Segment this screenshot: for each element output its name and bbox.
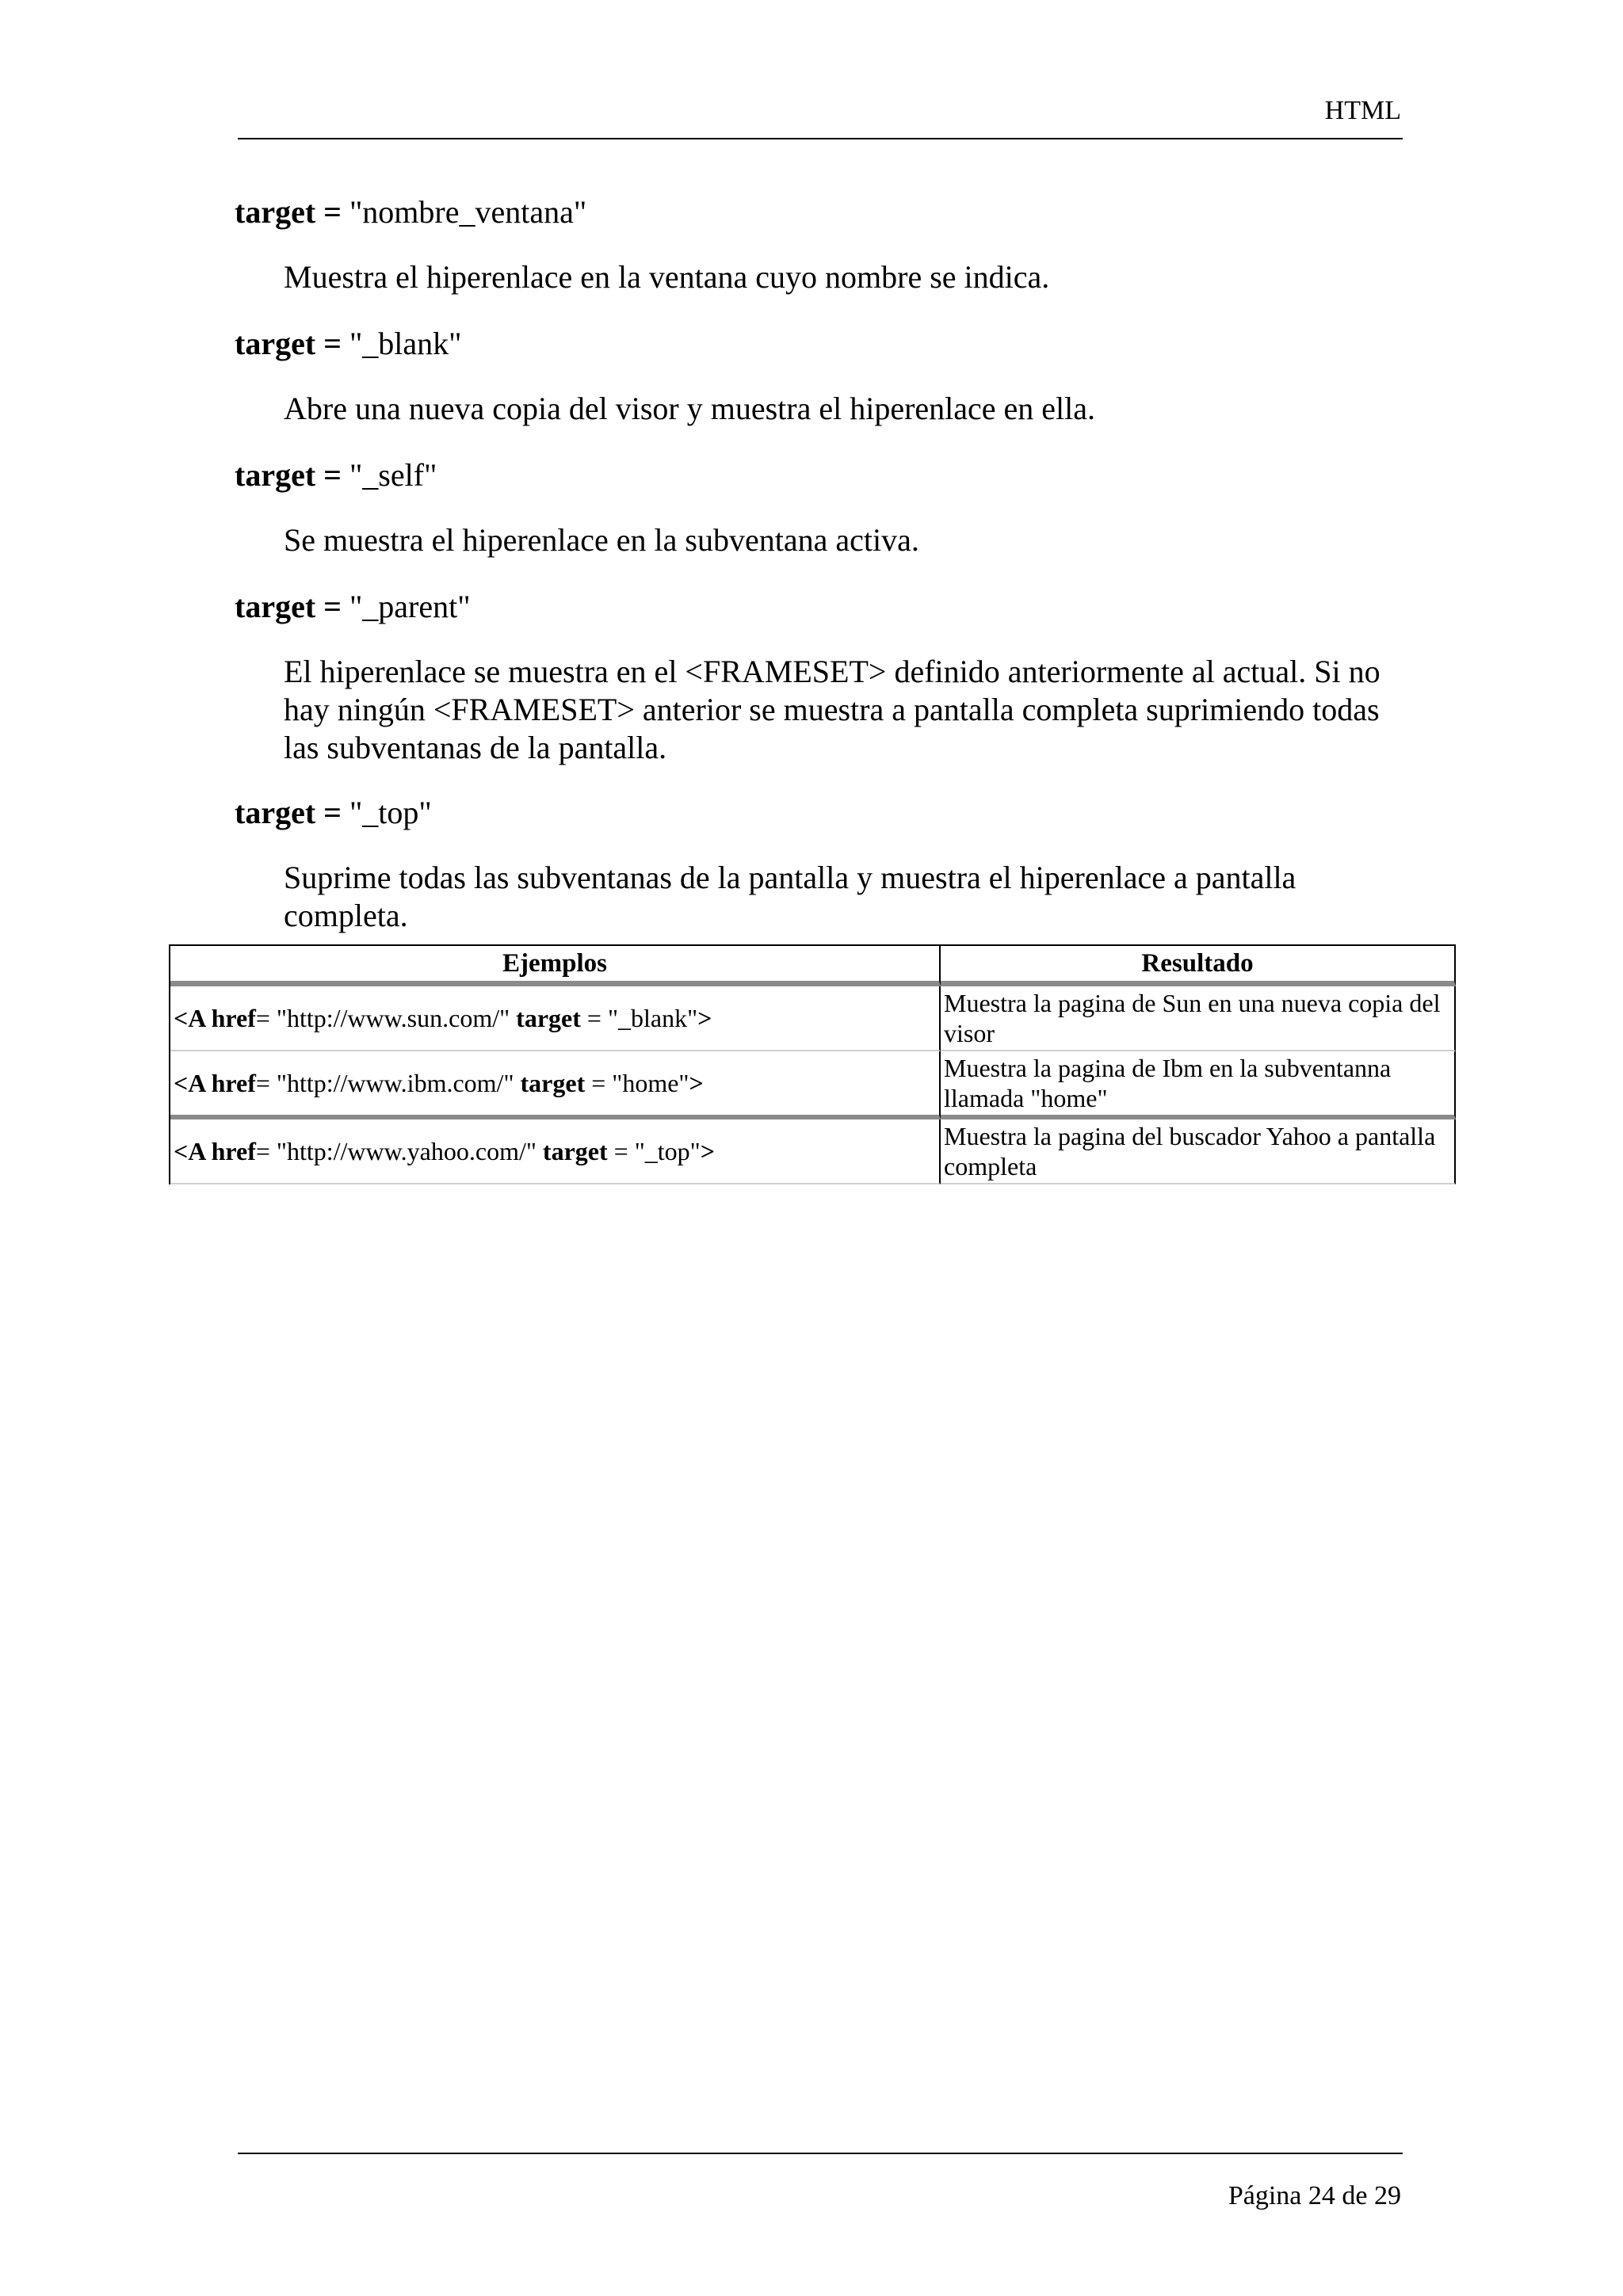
code-target: target [520,1069,586,1097]
term-top [235,794,432,832]
term-value: "nombre_ventana" [349,194,587,230]
desc-parent: El hiperenlace se muestra en el <FRAMESET> definido anteriormente al actual. Si no hay ningún <FRAMESET> anterior se muestra a pantalla completa suprimiendo todas las subventanas de la pantalla. [284,654,1381,765]
term-equals: = [315,589,349,624]
desc-blank: Abre una nueva copia del visor y muestra el hiperenlace en ella. [284,391,1096,426]
term-value: "_parent" [349,589,471,624]
code-equals: = [255,1137,277,1165]
term-value: "_self" [349,457,437,493]
term-keyword: target [235,194,316,230]
code-tag-open: <A href [174,1069,256,1097]
footer-rule [238,2153,1403,2154]
table-row [170,986,1456,1051]
example-code-cell [170,1119,941,1184]
code-equals: = [255,1069,277,1097]
code-url: "http://www.ibm.com/" [276,1069,521,1097]
example-result-cell: Muestra la pagina de Ibm en la subventanna llamada "home" [941,1051,1456,1119]
column-header-ejemplos: Ejemplos [170,946,941,986]
code-equals: = [607,1137,635,1165]
code-target: target [516,1004,581,1032]
table-header-row [170,946,1456,986]
term-value: "_top" [349,795,432,830]
term-self [235,456,437,494]
code-url: "http://www.sun.com/" [276,1004,517,1032]
example-code-cell [170,986,941,1051]
term-keyword: target [235,589,316,624]
code-equals: = [580,1004,608,1032]
term-blank [235,325,461,363]
code-value: "_top" [634,1137,701,1165]
examples-table [169,944,1456,1184]
desc-top: Suprime todas las subventanas de la pantalla y muestra el hiperenlace a pantalla completa. [284,860,1296,933]
page-number: Página 24 de 29 [1228,2181,1401,2210]
table-row [170,1119,1456,1184]
code-target: target [542,1137,608,1165]
header-title: HTML [1324,96,1401,125]
code-equals: = [585,1069,613,1097]
desc-nombre-ventana: Muestra el hiperenlace en la ventana cuyo nombre se indica. [284,259,1050,295]
term-nombre-ventana [235,193,586,231]
term-keyword: target [235,326,316,361]
example-result-cell: Muestra la pagina de Sun en una nueva copia del visor [941,986,1456,1051]
term-parent [235,588,471,626]
code-url: "http://www.yahoo.com/" [276,1137,543,1165]
term-equals: = [315,795,349,830]
code-equals: = [255,1004,277,1032]
code-tag-open: <A href [174,1004,256,1032]
code-tag-open: <A href [174,1137,256,1165]
term-equals: = [315,326,349,361]
table-row [170,1051,1456,1119]
column-header-resultado: Resultado [941,946,1456,986]
example-code-cell [170,1051,941,1119]
term-equals: = [315,457,349,493]
term-keyword: target [235,457,316,493]
code-value: "_blank" [607,1004,698,1032]
code-tag-close: > [697,1004,712,1032]
code-tag-close: > [700,1137,715,1165]
header-rule [238,138,1403,139]
code-value: "home" [612,1069,689,1097]
example-result-cell: Muestra la pagina del buscador Yahoo a pantalla completa [941,1119,1456,1184]
term-value: "_blank" [349,326,462,361]
desc-self: Se muestra el hiperenlace en la subventana activa. [284,522,919,558]
term-equals: = [315,194,349,230]
term-keyword: target [235,795,316,830]
code-tag-close: > [689,1069,704,1097]
